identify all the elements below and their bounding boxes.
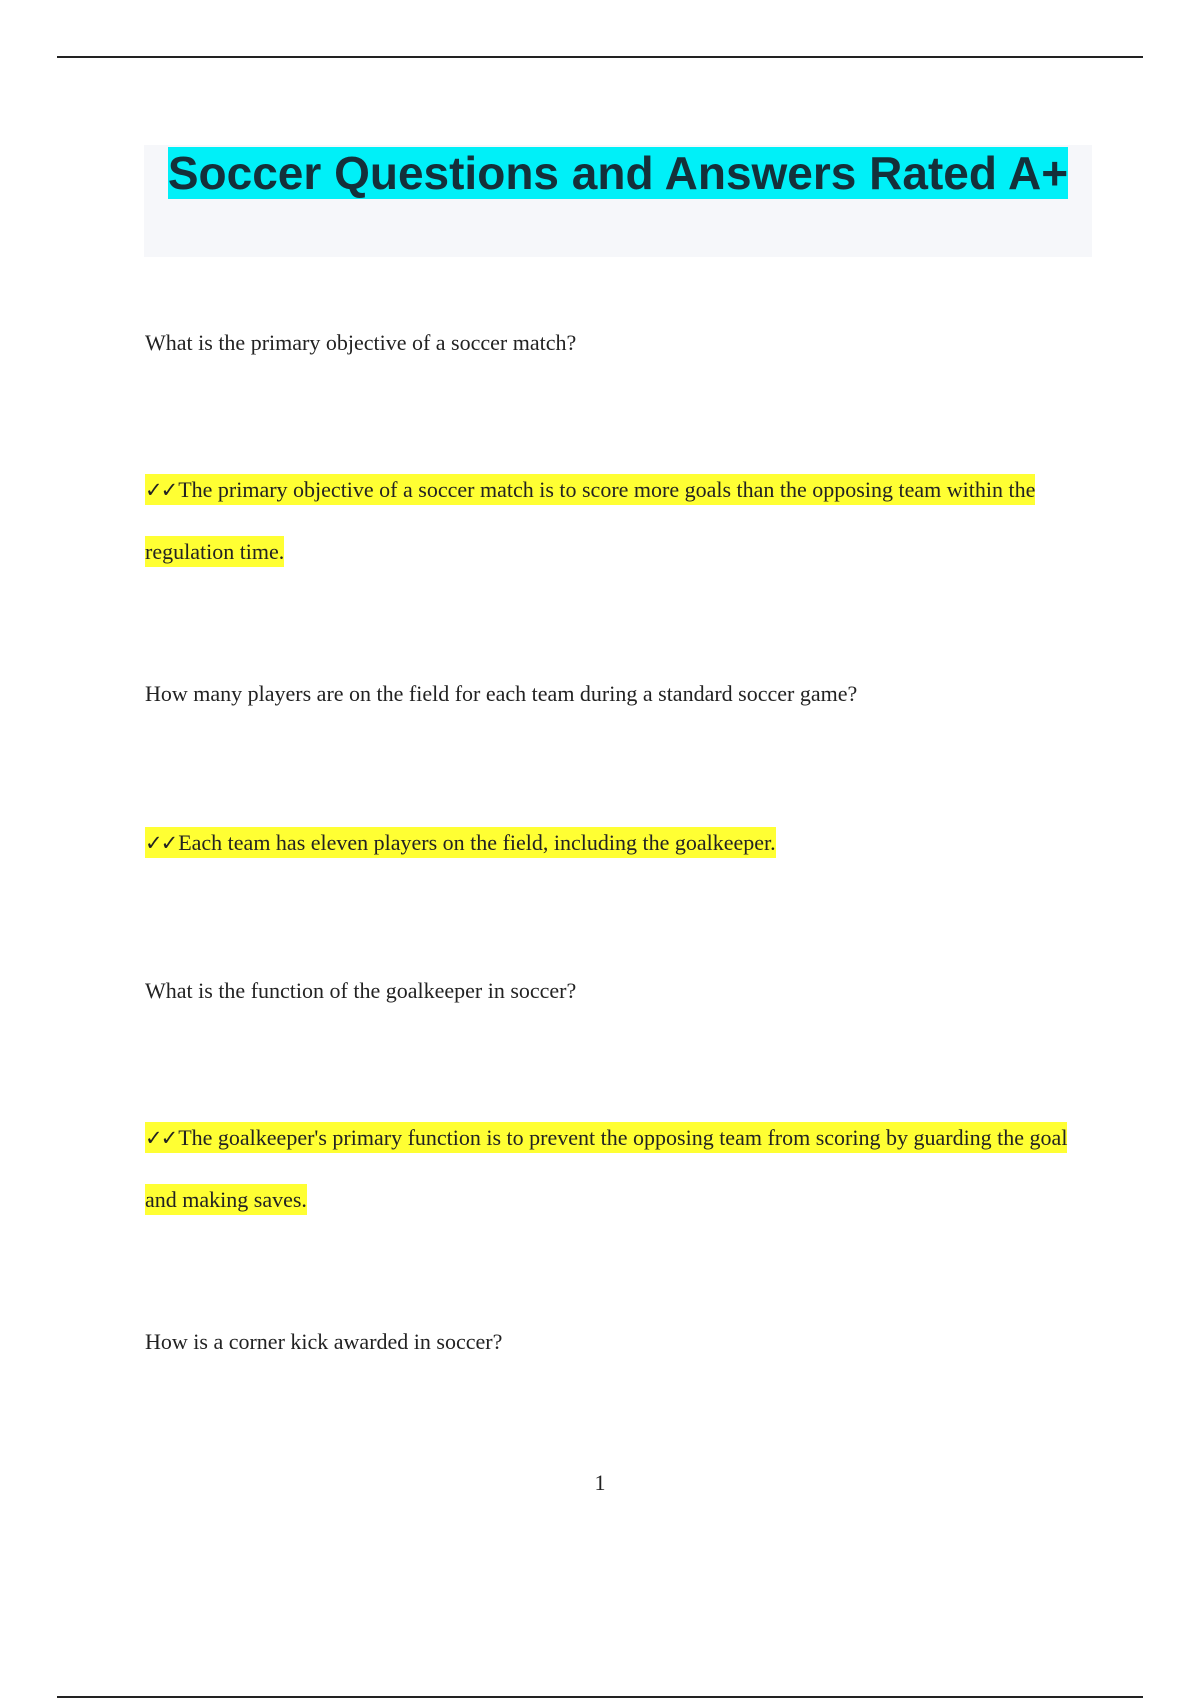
- question-4-text: How is a corner kick awarded in soccer?: [145, 1329, 503, 1354]
- answer-3-highlight: [145, 1122, 1067, 1215]
- question-3-text: What is the function of the goalkeeper in soccer?: [145, 978, 577, 1003]
- answer-2-text: Each team has eleven players on the field, including the goalkeeper.: [178, 827, 775, 858]
- answer-1-text: The primary objective of a soccer match is to score more goals than the opposing team within the regulation time.: [145, 474, 1035, 567]
- question-1: [145, 312, 1085, 373]
- header-rule: [57, 56, 1143, 58]
- question-2: [145, 663, 1085, 724]
- question-4: [145, 1311, 1085, 1372]
- answer-2-highlight: [145, 827, 776, 858]
- footer-rule: [57, 1696, 1143, 1698]
- double-check-icon: ✓✓: [145, 828, 176, 858]
- page-number: 1: [594, 1470, 606, 1495]
- answer-3: [145, 1107, 1085, 1230]
- answer-3-text: The goalkeeper's primary function is to prevent the opposing team from scoring by guarding the goal and making saves.: [145, 1122, 1067, 1215]
- answer-1: [145, 459, 1085, 582]
- double-check-icon: ✓✓: [145, 475, 176, 505]
- answer-2: [145, 812, 1085, 874]
- question-3: [145, 960, 1085, 1021]
- document-title: [144, 145, 1092, 201]
- title-banner: [144, 145, 1092, 257]
- double-check-icon: ✓✓: [145, 1123, 176, 1153]
- answer-1-highlight: [145, 474, 1035, 567]
- document-title-text: Soccer Questions and Answers Rated A+: [167, 147, 1069, 199]
- question-1-text: What is the primary objective of a soccer match?: [145, 330, 577, 355]
- question-2-text: How many players are on the field for each team during a standard soccer game?: [145, 681, 858, 706]
